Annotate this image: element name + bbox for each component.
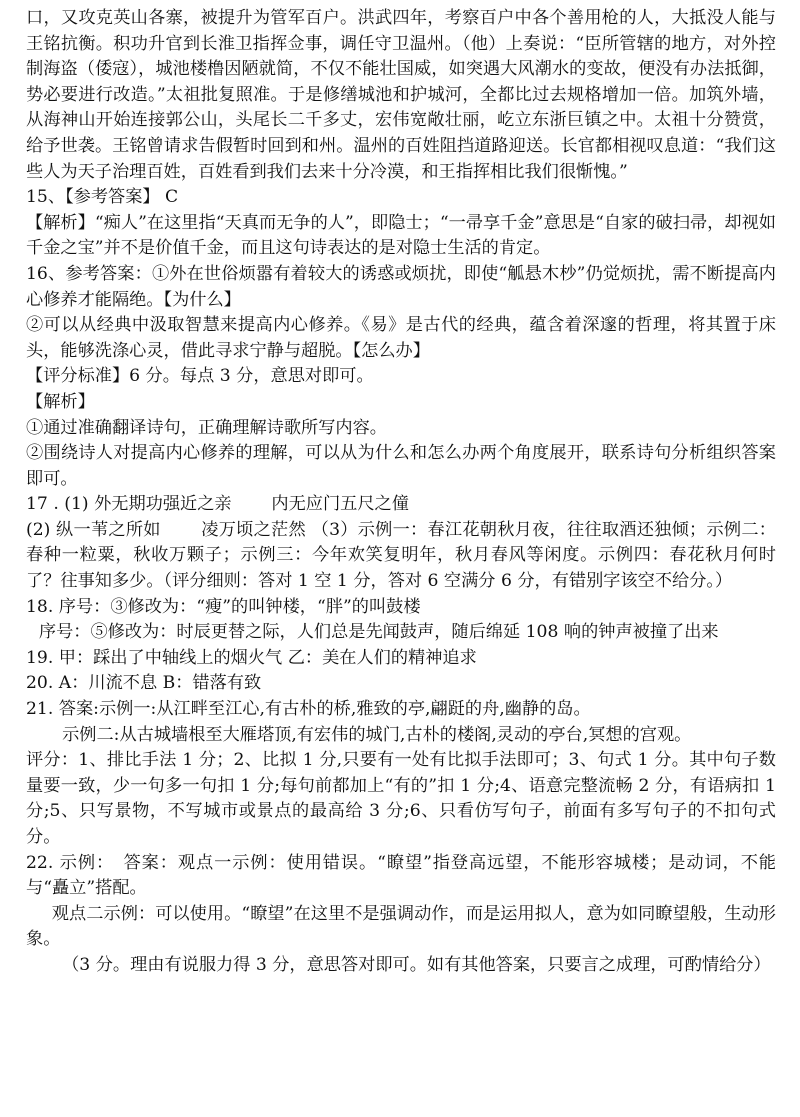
- q21-example1: 21. 答案:示例一:从江畔至江心,有古朴的桥,雅致的亭,翩跹的舟,幽静的岛。: [26, 699, 591, 720]
- q18-revision2: 序号：⑤修改为：时辰更替之际，人们总是先闻鼓声，随后绵延 108 响的钟声被撞了出来: [38, 622, 719, 643]
- q15-analysis: 【解析】“痴人”在这里指“天真而无争的人”，即隐士；“一帚享千金”意思是“自家的破扫帚，却视如千金之宝”并不是价值千金，而且这句诗表达的是对隐士生活的肯定。: [26, 212, 776, 259]
- translation-paragraph: 口，又攻克英山各寨，被提升为管军百户。洪武四年，考察百户中各个善用枪的人，大抵没人能与王铭抗衡。积功升官到长淮卫指挥佥事，调任守卫温州。（他）上奏说：“臣所管辖的地方，对外控制海盗（倭寇），城池楼橹因陋就简，不仅不能壮国威，如突遇大风潮水的变故，便没有办法抵御，势必要进行改造。”太祖批复照准。于是修缮城池和护城河，全都比过去规格增加一倍。加筑外墙，从海神山开始连接郭公山，头尾长二千多丈，宏伟宽敞壮丽，屹立东浙巨镇之中。太祖十分赞赏，给予世袭。王铭曾请求告假暂时回到和州。温州的百姓阻挡道路迎送。长官都相视叹息道：“我们这些人为天子治理百姓，百姓看到我们去来十分冷漠，和王指挥相比我们很惭愧。”: [26, 8, 776, 182]
- q21-scoring: 评分：1、排比手法 1 分；2、比拟 1 分,只要有一处有比拟手法即可；3、句式 1 分。其中句子数量要一致，少一句多一句扣 1 分;每句前都加上“有的”扣 1 分;4、语意完整流畅 2 分，有语病扣 1 分;5、只写景物，不写城市或景点的最高给 3 分;6、只看仿写句子，前面有多写句子的不扣句式分。: [26, 750, 776, 847]
- q16-answer-point2: ②可以从经典中汲取智慧来提高内心修养。《易》是古代的经典，蕴含着深邃的哲理，将其置于床头，能够洗涤心灵，借此寻求宁静与超脱。【怎么办】: [26, 315, 776, 361]
- q16-analysis-heading: 【解析】: [26, 391, 95, 412]
- q16-analysis-point1: ①通过准确翻译诗句，正确理解诗歌所写内容。: [26, 417, 387, 438]
- q17-part2-3: (2) 纵一苇之所如 凌万顷之茫然 （3）示例一：春江花朝秋月夜，往往取酒还独倾；示例二：春种一粒粟，秋收万颗子；示例三：今年欢笑复明年，秋月春风等闲度。示例四：春花秋月何时了？往事知多少。（评分细则：答对 1 空 1 分，答对 6 空满分 6 分，有错别字该空不给分。）: [26, 519, 776, 592]
- q22-scoring: （3 分。理由有说服力得 3 分，意思答对即可。如有其他答案，只要言之成理，可酌情给分）: [62, 954, 771, 975]
- q20-answer: 20. A：川流不息 B：错落有致: [26, 673, 262, 694]
- q18-revision1: 18. 序号：③修改为：“瘦”的叫钟楼，“胖”的叫鼓楼: [26, 596, 421, 617]
- q15-answer: 15、【参考答案】 C: [26, 187, 179, 208]
- q16-answer-point1: 16、参考答案：①外在世俗烦嚣有着较大的诱惑或烦扰，即使“觚悬木杪”仍觉烦扰，需不断提高内心修养才能隔绝。【为什么】: [26, 263, 776, 310]
- q16-scoring: 【评分标准】6 分。每点 3 分，意思对即可。: [26, 366, 374, 387]
- q22-viewpoint1: 22. 示例： 答案：观点一示例：使用错误。“瞭望”指登高远望，不能形容城楼；是动词，不能与“矗立”搭配。: [26, 852, 776, 899]
- q19-answer: 19. 甲：踩出了中轴线上的烟火气 乙：美在人们的精神追求: [26, 647, 477, 668]
- q16-analysis-point2: ②围绕诗人对提高内心修养的理解，可以从为什么和怎么办两个角度展开，联系诗句分析组织答案即可。: [26, 443, 776, 489]
- q21-example2: 示例二:从古城墙根至大雁塔顶,有宏伟的城门,古朴的楼阁,灵动的亭台,冥想的宫观。: [62, 724, 692, 745]
- q17-part1: 17 . (1) 外无期功强近之亲 内无应门五尺之僮: [26, 494, 409, 515]
- q22-viewpoint2: 观点二示例：可以使用。“瞭望”在这里不是强调动作，而是运用拟人，意为如同瞭望般，生动形象。: [26, 903, 776, 950]
